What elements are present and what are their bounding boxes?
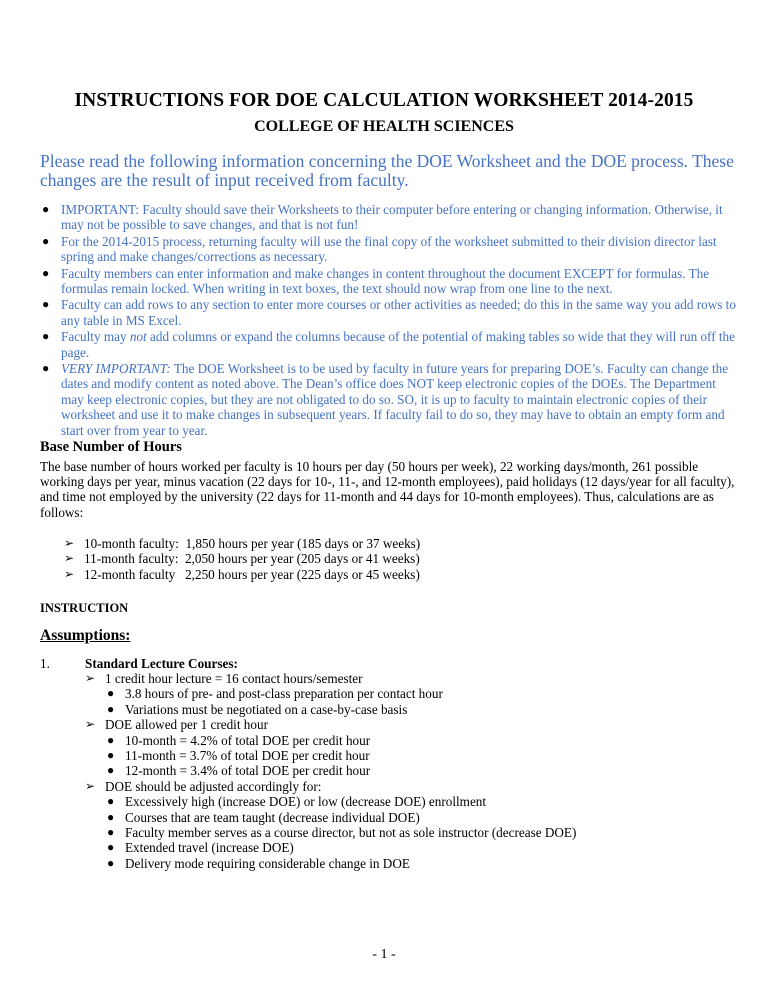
bullet-icon: ●	[42, 265, 50, 280]
doe-adjust-sub-text: Excessively high (increase DOE) or low (decrease DOE) enrollment	[125, 794, 487, 810]
lecture-sub-list	[105, 686, 576, 717]
bullet-icon: ●	[107, 840, 115, 855]
base-hours-paragraph: The base number of hours worked per faculty is 10 hours per day (50 hours per week), 22 working days/month, 261 possible working days per year, minus vacation (22 days for 10-, 11-, and 12-month employees), paid holidays (12 days/year for all faculty), and time not employed by the university (22 days for 11-month and 44 days for 10-month employees). Thus, calculations are as follows:	[40, 459, 735, 520]
bullet-text-pre: Faculty may	[61, 329, 130, 345]
doe-adjust-sub-item	[105, 794, 576, 809]
bullet-icon: ●	[107, 855, 115, 870]
bullet-emphasis: not	[129, 329, 147, 345]
arrow-bullet-icon: ➢	[64, 551, 75, 566]
arrow-bullet-icon: ➢	[64, 536, 75, 550]
bullet-icon: ●	[42, 297, 50, 312]
doe-adjust-sub-item	[105, 856, 576, 871]
item-number: 1.	[40, 656, 50, 671]
bullet-item	[40, 361, 740, 438]
doe-adjust-sub-text: Extended travel (increase DOE)	[125, 840, 294, 856]
lecture-item	[85, 671, 576, 717]
arrow-bullet-icon: ➢	[85, 717, 96, 732]
faculty-hours-item	[64, 551, 420, 566]
bullet-icon: ●	[107, 794, 115, 809]
bullet-icon: ●	[107, 701, 115, 716]
doe-adjust-sub-item	[105, 810, 576, 825]
item-title: Standard Lecture Courses:	[85, 656, 238, 671]
doe-allowed-item	[85, 717, 576, 779]
bullet-icon: ●	[107, 732, 115, 747]
lecture-sub-item	[105, 702, 576, 717]
doe-allowed-sub-list	[105, 733, 576, 779]
doe-adjust-sub-item	[105, 825, 576, 840]
doe-allowed-sub-text: 12-month = 3.4% of total DOE per credit hour	[125, 763, 371, 779]
bullet-icon: ●	[107, 825, 115, 840]
bullet-icon: ●	[107, 686, 115, 701]
bullet-icon: ●	[42, 329, 50, 344]
bullet-item	[40, 266, 740, 297]
doe-adjust-item	[85, 779, 576, 871]
lecture-sub-item	[105, 686, 576, 701]
bullet-emphasis: VERY IMPORTANT:	[61, 361, 171, 377]
doe-allowed-main-text: DOE allowed per 1 credit hour	[105, 717, 268, 733]
document-subtitle: COLLEGE OF HEALTH SCIENCES	[254, 118, 514, 135]
bullet-icon: ●	[107, 809, 115, 824]
bullet-text-post: The DOE Worksheet is to be used by faculty in future years for preparing DOE’s. Faculty can change the dates and modify content as noted above. The Dean’s office does NOT keep electronic copies of the DOEs. The Department may keep electronic copies, but they are not obligated to do so. SO, it is up to faculty to maintain electronic copies of their worksheet and use it to make changes in subsequent years. If faculty fail to do so, they may have to obtain an empty form and start over from year to year.	[61, 361, 729, 438]
faculty-hours-text: 12-month faculty 2,250 hours per year (225 days or 45 weeks)	[84, 566, 420, 582]
doe-adjust-sub-text: Courses that are team taught (decrease individual DOE)	[125, 809, 420, 825]
faculty-hours-text: 10-month faculty: 1,850 hours per year (185 days or 37 weeks)	[84, 536, 421, 551]
bullet-icon: ●	[107, 748, 115, 763]
faculty-hours-text: 11-month faculty: 2,050 hours per year (205 days or 41 weeks)	[84, 551, 420, 567]
doe-allowed-sub-text: 10-month = 4.2% of total DOE per credit hour	[125, 732, 371, 748]
bullet-icon: ●	[107, 763, 115, 778]
bullet-text-post: add columns or expand the columns because of the potential of making tables so wide that they will run off the page.	[61, 329, 736, 360]
doe-adjust-sub-text: Faculty member serves as a course director, but not as sole instructor (decrease DOE)	[125, 825, 577, 841]
faculty-hours-item	[64, 536, 420, 551]
bullet-icon: ●	[42, 233, 50, 248]
bullet-text: Faculty can add rows to any section to enter more courses or other activities as needed; do this in the same way you add rows to any table in MS Excel.	[61, 297, 736, 328]
bullet-text: For the 2014-2015 process, returning faculty will use the final copy of the worksheet submitted to their division director last spring and make changes/corrections as necessary.	[61, 233, 717, 265]
base-hours-heading: Base Number of Hours	[40, 439, 182, 455]
doe-adjust-sub-item	[105, 840, 576, 855]
intro-text: Please read the following information concerning the DOE Worksheet and the DOE process. These changes are the result of input received from faculty.	[40, 151, 734, 190]
bullet-text: IMPORTANT: Faculty should save their Worksheets to their computer before entering or changing information. Otherwise, it may not be possible to save changes, and that is not fun!	[61, 202, 723, 233]
doe-allowed-sub-item	[105, 763, 576, 778]
bullet-icon: ●	[42, 361, 50, 376]
doe-allowed-sub-text: 11-month = 3.7% of total DOE per credit hour	[125, 748, 370, 764]
arrow-bullet-icon: ➢	[85, 778, 96, 793]
lecture-sub-text: 3.8 hours of pre- and post-class preparation per contact hour	[125, 686, 443, 702]
lecture-main-text: 1 credit hour lecture = 16 contact hours/semester	[105, 671, 363, 686]
bullet-item	[40, 202, 740, 233]
lecture-sub-text: Variations must be negotiated on a case-by-case basis	[125, 701, 408, 717]
faculty-hours-item	[64, 567, 420, 582]
bullet-text: Faculty members can enter information and make changes in content throughout the document EXCEPT for formulas. The formulas remain locked. When writing in text boxes, the text should now wrap from one line to the next.	[61, 265, 710, 297]
page-number: - 1 -	[372, 947, 396, 962]
bullet-item	[40, 329, 740, 360]
instruction-bullet-list	[40, 202, 740, 439]
doe-adjust-sub-list	[105, 794, 576, 871]
doe-adjust-main-text: DOE should be adjusted accordingly for:	[105, 778, 322, 794]
assumptions-heading: Assumptions:	[40, 627, 131, 644]
instruction-heading: INSTRUCTION	[40, 601, 129, 615]
arrow-bullet-icon: ➢	[85, 671, 96, 685]
doe-allowed-sub-item	[105, 733, 576, 748]
document-title: INSTRUCTIONS FOR DOE CALCULATION WORKSHEET 2014-2015	[74, 90, 694, 111]
faculty-hours-list	[64, 536, 420, 582]
bullet-icon: ●	[42, 202, 50, 216]
bullet-item	[40, 234, 740, 265]
doe-adjust-sub-text: Delivery mode requiring considerable change in DOE	[125, 855, 410, 871]
lecture-list	[85, 671, 576, 871]
arrow-bullet-icon: ➢	[64, 566, 75, 581]
bullet-item	[40, 297, 740, 328]
doe-allowed-sub-item	[105, 748, 576, 763]
